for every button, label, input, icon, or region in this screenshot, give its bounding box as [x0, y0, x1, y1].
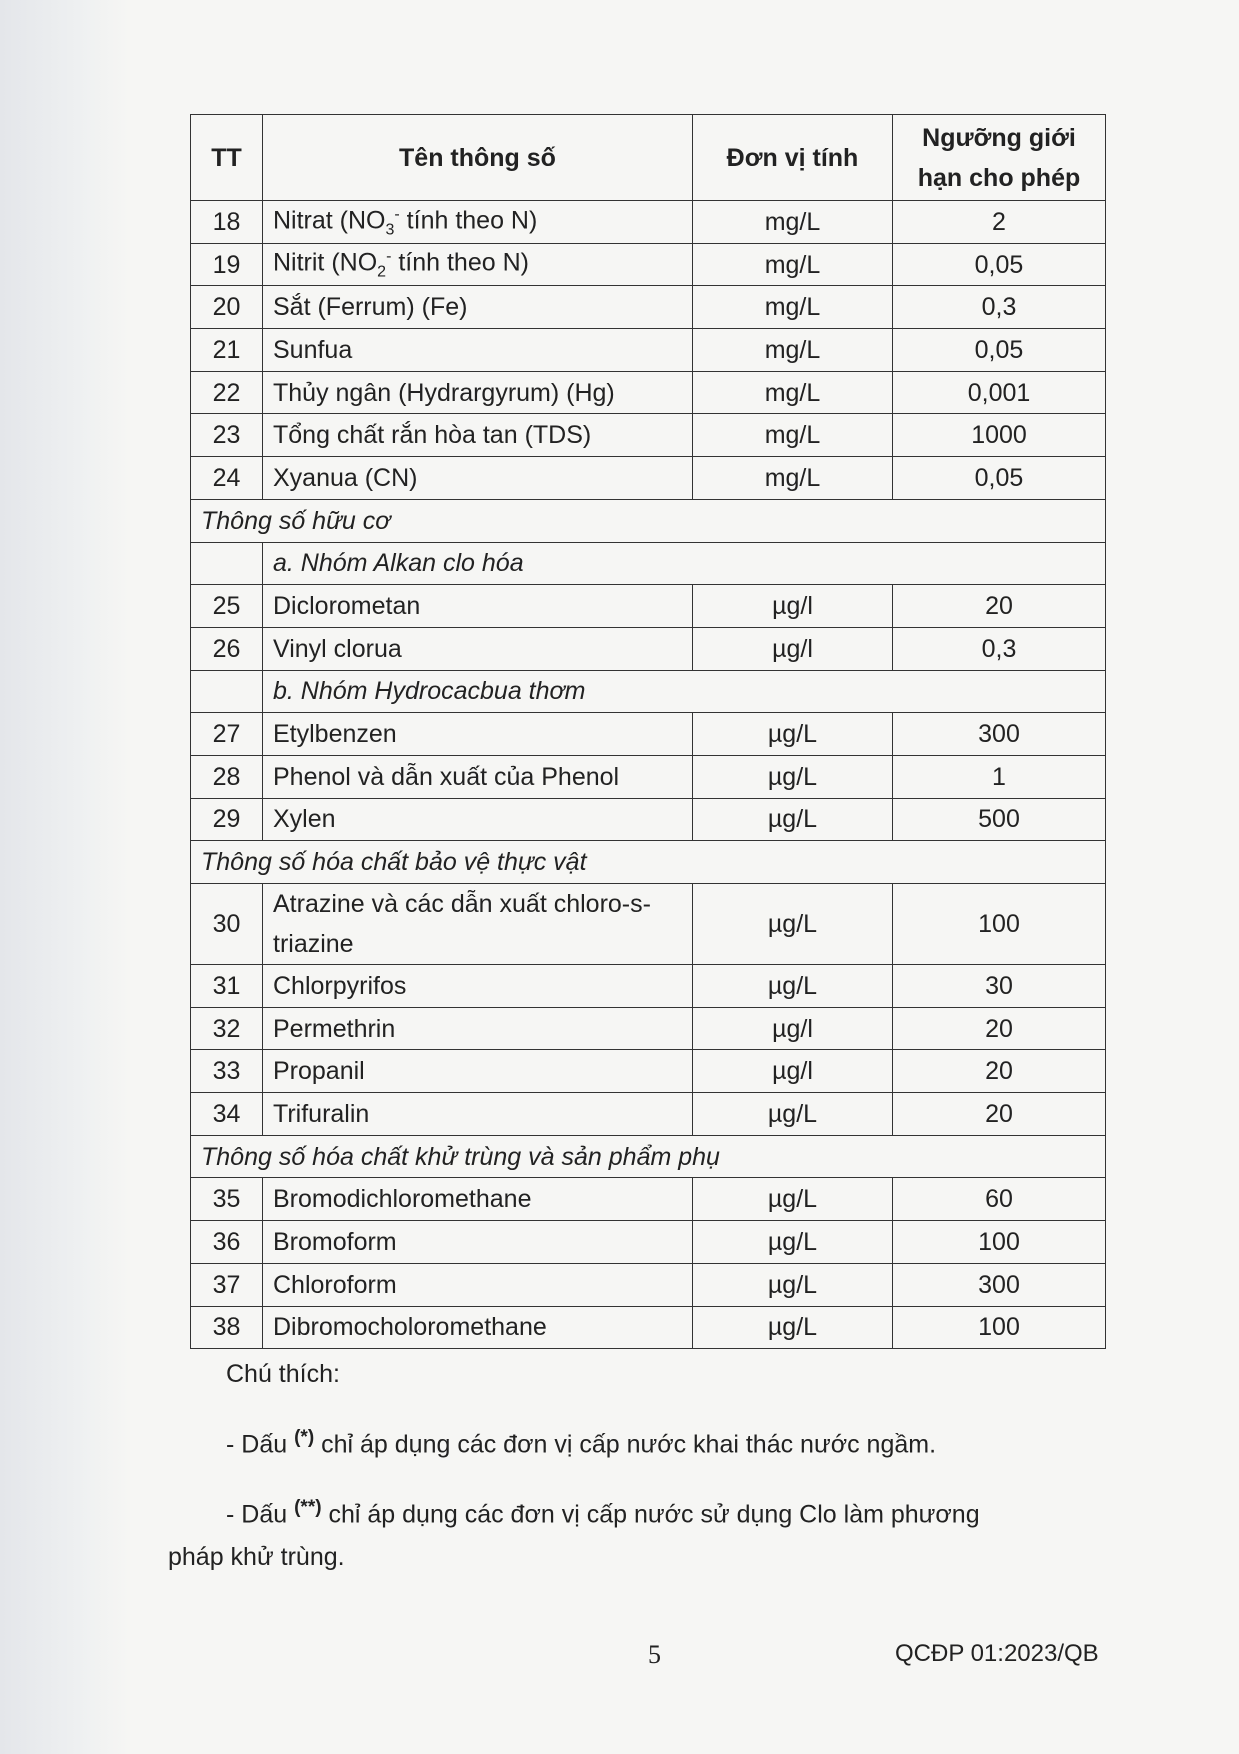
table-row — [191, 798, 1106, 841]
row-parameter-name: Thủy ngân (Hydrargyrum) (Hg) — [263, 371, 693, 414]
row-tt: 36 — [191, 1221, 263, 1264]
table-row — [191, 414, 1106, 457]
notes-section — [168, 1353, 1068, 1578]
table-row — [191, 627, 1106, 670]
row-parameter-name: Tổng chất rắn hòa tan (TDS) — [263, 414, 693, 457]
row-limit: 20 — [893, 1007, 1106, 1050]
table-row — [191, 201, 1106, 244]
row-limit: 0,3 — [893, 286, 1106, 329]
row-unit: µg/L — [693, 713, 893, 756]
row-parameter-name — [263, 884, 693, 965]
note-2-mark: (**) — [294, 1497, 322, 1519]
note-2-text-line2: pháp khử trùng. — [168, 1542, 345, 1571]
header-limit-line1: Ngưỡng giới — [922, 123, 1076, 152]
table-row — [191, 457, 1106, 500]
name-part: Nitrit (NO — [273, 248, 378, 277]
row-parameter-name — [263, 243, 693, 286]
row-unit: µg/L — [693, 965, 893, 1008]
table-row — [191, 1007, 1106, 1050]
row-parameter-name: Bromoform — [263, 1221, 693, 1264]
document-code: QCĐP 01:2023/QB — [895, 1640, 1099, 1667]
table-row — [191, 1050, 1106, 1093]
row-limit: 20 — [893, 585, 1106, 628]
table-row — [191, 1306, 1106, 1349]
row-limit: 60 — [893, 1178, 1106, 1221]
row-parameter-name: Dibromocholoromethane — [263, 1306, 693, 1349]
row-parameter-name: Diclorometan — [263, 585, 693, 628]
row-limit: 20 — [893, 1050, 1106, 1093]
note-1-text: chỉ áp dụng các đơn vị cấp nước khai thác nước ngầm. — [314, 1430, 937, 1459]
name-subscript: 2 — [377, 263, 387, 281]
row-parameter-name — [263, 201, 693, 244]
table-row — [191, 755, 1106, 798]
section-title: Thông số hữu cơ — [191, 499, 1106, 542]
name-superscript: - — [386, 248, 392, 266]
table-row — [191, 585, 1106, 628]
header-tt: TT — [191, 115, 263, 201]
row-tt: 38 — [191, 1306, 263, 1349]
row-unit: µg/L — [693, 1306, 893, 1349]
row-limit: 500 — [893, 798, 1106, 841]
row-limit: 0,05 — [893, 329, 1106, 372]
row-limit: 2 — [893, 201, 1106, 244]
table-row — [191, 1221, 1106, 1264]
row-unit: mg/L — [693, 457, 893, 500]
row-tt: 29 — [191, 798, 263, 841]
row-parameter-name: Xyanua (CN) — [263, 457, 693, 500]
note-2-prefix: - Dấu — [226, 1500, 295, 1529]
row-tt: 19 — [191, 243, 263, 286]
row-tt: 30 — [191, 884, 263, 965]
note-1-mark: (*) — [294, 1427, 315, 1448]
row-limit: 0,001 — [893, 371, 1106, 414]
header-unit: Đơn vị tính — [693, 115, 893, 201]
row-tt: 25 — [191, 585, 263, 628]
row-tt: 18 — [191, 201, 263, 244]
row-limit: 300 — [893, 713, 1106, 756]
row-unit: µg/l — [693, 1007, 893, 1050]
row-unit: µg/L — [693, 1263, 893, 1306]
row-limit: 0,05 — [893, 457, 1106, 500]
row-unit: µg/L — [693, 1221, 893, 1264]
row-parameter-name: Sắt (Ferrum) (Fe) — [263, 286, 693, 329]
row-unit: mg/L — [693, 414, 893, 457]
table-row — [191, 965, 1106, 1008]
row-limit: 0,3 — [893, 627, 1106, 670]
row-parameter-name: Vinyl clorua — [263, 627, 693, 670]
table-row — [191, 329, 1106, 372]
note-2-text-line1: chỉ áp dụng các đơn vị cấp nước sử dụng Clo làm phương — [321, 1500, 980, 1529]
row-unit: mg/L — [693, 243, 893, 286]
row-unit: µg/L — [693, 884, 893, 965]
row-parameter-name: Trifuralin — [263, 1093, 693, 1136]
group-row — [191, 542, 1106, 585]
note-1 — [168, 1417, 1068, 1465]
name-subscript: 3 — [385, 220, 395, 238]
row-limit: 20 — [893, 1093, 1106, 1136]
row-tt: 35 — [191, 1178, 263, 1221]
parameter-table — [190, 114, 1106, 1349]
row-unit: µg/L — [693, 1178, 893, 1221]
group-row — [191, 670, 1106, 713]
row-tt: 23 — [191, 414, 263, 457]
name-line1: Atrazine và các dẫn xuất chloro-s- — [273, 890, 651, 918]
table-row — [191, 243, 1106, 286]
row-unit: µg/L — [693, 798, 893, 841]
section-row — [191, 1135, 1106, 1178]
row-parameter-name: Bromodichloromethane — [263, 1178, 693, 1221]
parameter-table-body — [191, 115, 1106, 1349]
row-tt: 20 — [191, 286, 263, 329]
row-tt: 24 — [191, 457, 263, 500]
table-row — [191, 884, 1106, 965]
row-limit: 300 — [893, 1263, 1106, 1306]
group-title: a. Nhóm Alkan clo hóa — [263, 542, 1106, 585]
row-limit: 30 — [893, 965, 1106, 1008]
row-parameter-name: Xylen — [263, 798, 693, 841]
row-tt: 21 — [191, 329, 263, 372]
note-1-prefix: - Dấu — [226, 1430, 295, 1459]
name-line2: triazine — [273, 930, 354, 958]
row-tt: 27 — [191, 713, 263, 756]
row-limit: 100 — [893, 1306, 1106, 1349]
header-limit — [893, 115, 1106, 201]
name-part: tính theo N) — [399, 205, 538, 234]
row-limit: 1 — [893, 755, 1106, 798]
row-tt: 34 — [191, 1093, 263, 1136]
row-parameter-name: Propanil — [263, 1050, 693, 1093]
table-row — [191, 713, 1106, 756]
scan-edge-shadow — [0, 0, 130, 1754]
section-title: Thông số hóa chất khử trùng và sản phẩm phụ — [191, 1135, 1106, 1178]
row-tt: 32 — [191, 1007, 263, 1050]
row-limit: 1000 — [893, 414, 1106, 457]
row-unit: µg/l — [693, 627, 893, 670]
row-unit: µg/l — [693, 585, 893, 628]
group-tt-empty — [191, 542, 263, 585]
table-row — [191, 1263, 1106, 1306]
note-2 — [168, 1487, 1068, 1535]
row-unit: mg/L — [693, 371, 893, 414]
row-parameter-name: Etylbenzen — [263, 713, 693, 756]
group-title: b. Nhóm Hydrocacbua thơm — [263, 670, 1106, 713]
table-row — [191, 371, 1106, 414]
row-unit: µg/L — [693, 1093, 893, 1136]
row-tt: 33 — [191, 1050, 263, 1093]
row-tt: 28 — [191, 755, 263, 798]
section-row — [191, 841, 1106, 884]
table-row — [191, 286, 1106, 329]
name-part: tính theo N) — [391, 248, 529, 277]
section-title: Thông số hóa chất bảo vệ thực vật — [191, 841, 1106, 884]
row-parameter-name: Chlorpyrifos — [263, 965, 693, 1008]
row-parameter-name: Permethrin — [263, 1007, 693, 1050]
row-tt: 31 — [191, 965, 263, 1008]
row-parameter-name: Sunfua — [263, 329, 693, 372]
notes-title: Chú thích: — [226, 1360, 340, 1388]
row-unit: mg/L — [693, 329, 893, 372]
row-unit: mg/L — [693, 286, 893, 329]
page-number: 5 — [648, 1640, 661, 1669]
row-limit: 0,05 — [893, 243, 1106, 286]
row-parameter-name: Phenol và dẫn xuất của Phenol — [263, 755, 693, 798]
table-row — [191, 1093, 1106, 1136]
row-unit: µg/l — [693, 1050, 893, 1093]
table-row — [191, 1178, 1106, 1221]
row-parameter-name: Chloroform — [263, 1263, 693, 1306]
row-tt: 22 — [191, 371, 263, 414]
row-tt: 26 — [191, 627, 263, 670]
row-tt: 37 — [191, 1263, 263, 1306]
row-limit: 100 — [893, 884, 1106, 965]
row-unit: µg/L — [693, 755, 893, 798]
group-tt-empty — [191, 670, 263, 713]
row-limit: 100 — [893, 1221, 1106, 1264]
name-superscript: - — [394, 205, 400, 223]
header-limit-line2: hạn cho phép — [917, 163, 1081, 192]
table-header-row — [191, 115, 1106, 201]
name-part: Nitrat (NO — [273, 205, 386, 234]
row-unit: mg/L — [693, 201, 893, 244]
section-row — [191, 499, 1106, 542]
header-parameter-name: Tên thông số — [263, 115, 693, 201]
